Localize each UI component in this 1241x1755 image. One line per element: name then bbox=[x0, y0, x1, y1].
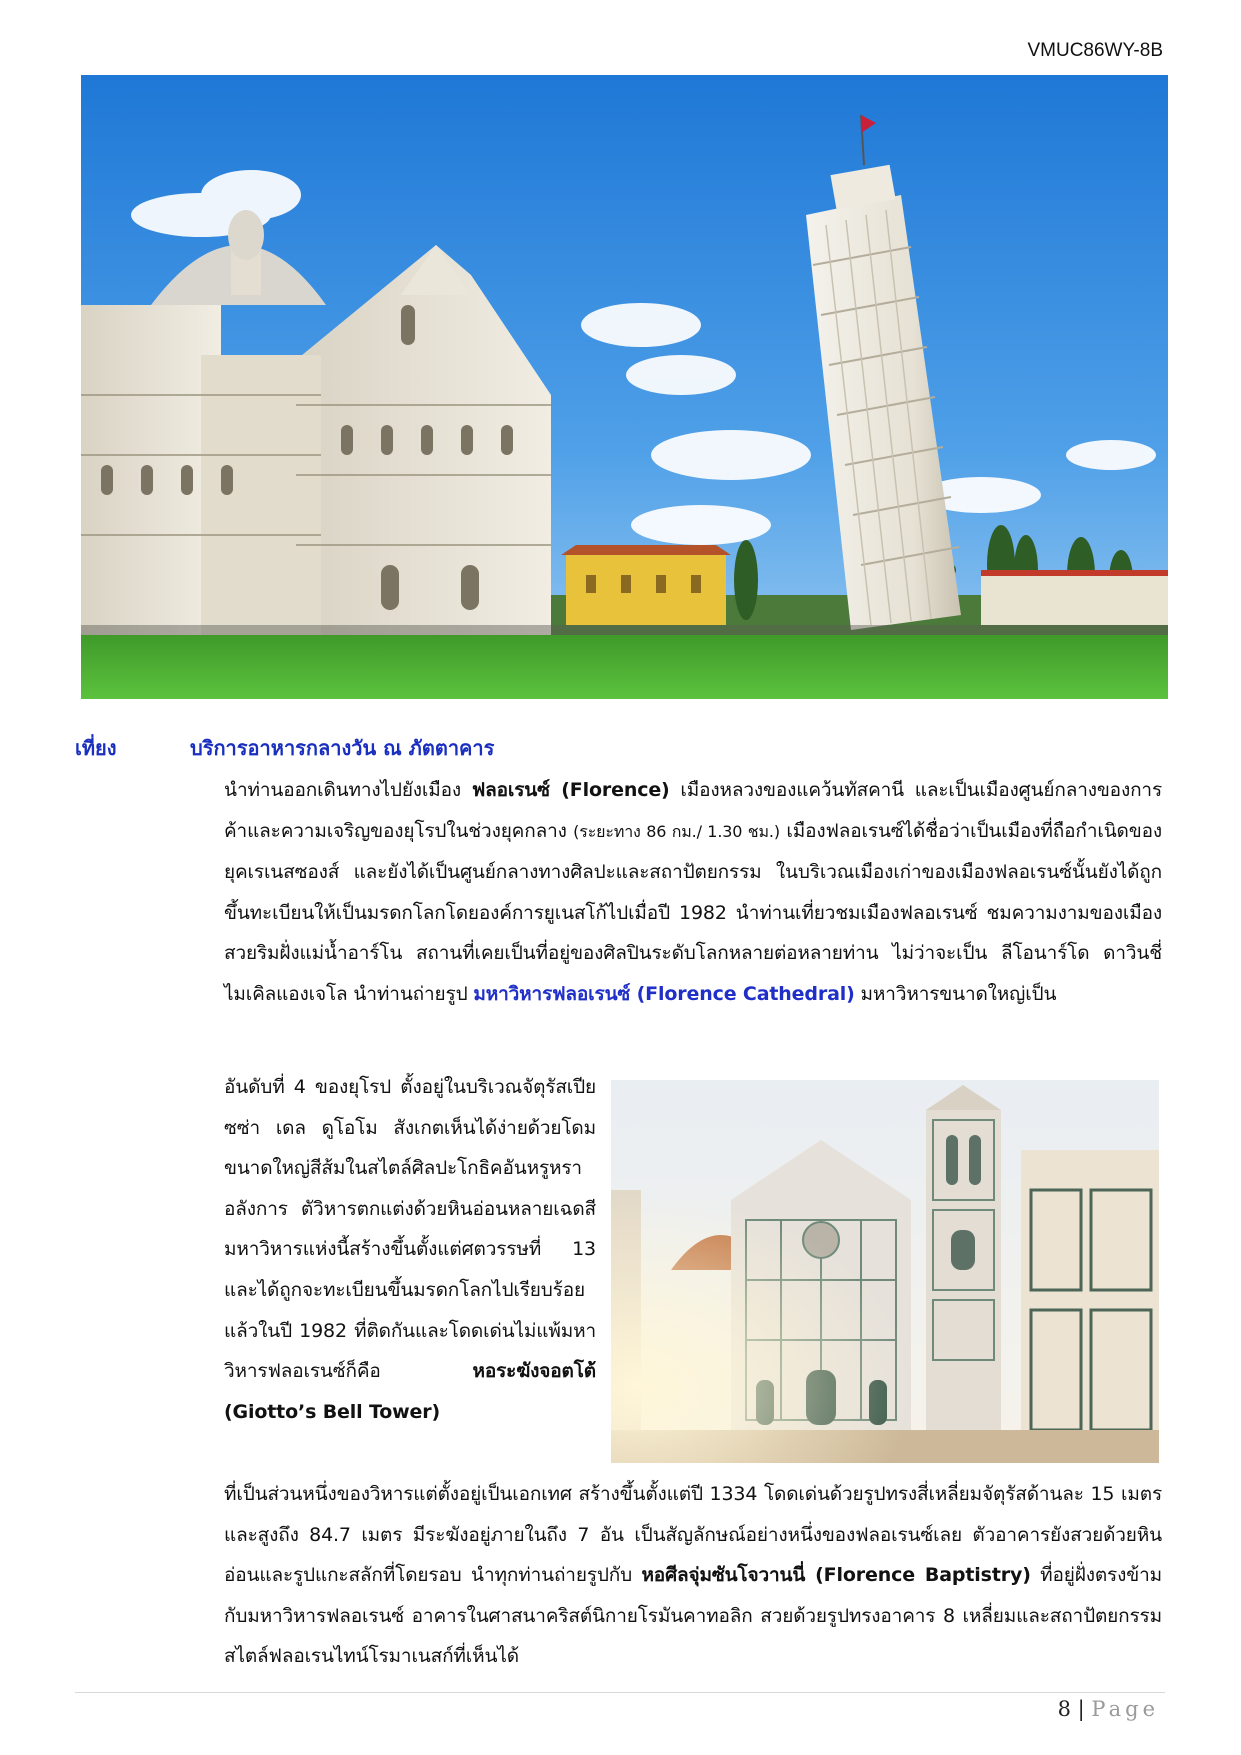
baptistry-name: หอศีลจุ่มซันโจวานนี่ (Florence Baptistry) bbox=[641, 1564, 1031, 1587]
page-label: Page bbox=[1091, 1697, 1159, 1721]
giotto-tower-name: หอระฆังจอตโต้ (Giotto’s Bell Tower) bbox=[224, 1360, 596, 1423]
paragraph-florence-intro: นำท่านออกเดินทางไปยังเมือง ฟลอเรนซ์ (Florence) เมืองหลวงของแคว้นทัสคานี และเป็นเมืองศูนย์กลางของการค้าและความเจริญของยุโรปในช่วงยุคกลาง (ระยะทาง 86 กม./ 1.30 ชม.) เมืองฟลอเรนซ์ได้ชื่อว่าเป็นเมืองที่ถือกำเนิดของยุคเรเนสซองส์ และยังได้เป็นศูนย์กลางทางศิลปะและสถาปัตยกรรม ในบริเวณเมืองเก่าของเมืองฟลอเรนซ์นั้นยังได้ถูกขึ้นทะเบียนให้เป็นมรดกโลกโดยองค์การยูเนสโก้ไปเมื่อปี 1982 นำท่านเที่ยวชมเมืองฟลอเรนซ์ ชมความงามของเมืองสวยริมฝั่งแม่น้ำอาร์โน สถานที่เคยเป็นที่อยู่ของศิลปินระดับโลกหลายต่อหลายท่าน ไม่ว่าจะเป็น ลีโอนาร์โด ดาวินชี่ ไมเคิลแองเจโล นำท่านถ่ายรูป มหาวิหารฟลอเรนซ์ (Florence Cathedral) มหาวิหารขนาดใหญ่เป็น bbox=[224, 779, 1162, 1005]
paragraph-baptistry: ที่เป็นส่วนหนึ่งของวิหารแต่ตั้งอยู่เป็นเอกเทศ สร้างขึ้นตั้งแต่ปี 1334 โดดเด่นด้วยรูปทรงสี่เหลี่ยมจัตุรัสด้านละ 15 เมตร และสูงถึง 84.7 เมตร มีระฆังอยู่ภายในถึง 7 อัน เป็นสัญลักษณ์อย่างหนึ่งของฟลอเรนซ์เลย ตัวอาคารยังสวยด้วยหินอ่อนและรูปแกะสลักที่โดยรอบ นำทุกท่านถ่ายรูปกับ หอศีลจุ่มซันโจวานนี่ (Florence Baptistry) ที่อยู่ฝั่งตรงข้ามกับมหาวิหารฟลอเรนซ์ อาคารในศาสนาคริสต์นิกายโรมันคาทอลิก สวยด้วยรูปทรงอาคาร 8 เหลี่ยมและสถาปัตยกรรมสไตล์ฟลอเรนไทน์โรมาเนสก์ที่เห็นได้ bbox=[224, 1483, 1162, 1668]
footer-divider bbox=[75, 1692, 1165, 1693]
document-code: VMUC86WY-8B bbox=[1027, 40, 1163, 61]
florence-name: ฟลอเรนซ์ (Florence) bbox=[471, 779, 670, 801]
schedule-time: เที่ยง bbox=[75, 736, 117, 760]
paragraph-cathedral: อันดับที่ 4 ของยุโรป ตั้งอยู่ในบริเวณจัตุรัสเปียซซ่า เดล ดูโอโม สังเกตเห็นได้ง่ายด้วยโดมขนาดใหญ่สีส้มในสไตล์ศิลปะโกธิคอันหรูหราอลังการ ตัวิหารตกแต่งด้วยหินอ่อนหลายเฉดสี มหาวิหารแห่งนี้สร้างขึ้นตั้งแต่ศตวรรษที่ 13 และได้ถูกจะทะเบียนขึ้นมรดกโลกไปเรียบร้อยแล้วในปี 1982 ที่ติดกันและโดดเด่นไม่แพ้มหาวิหารฟลอเรนซ์ก็คือ หอระฆังจอตโต้ (Giotto’s Bell Tower) bbox=[224, 1076, 596, 1423]
page-number bbox=[1058, 1697, 1159, 1721]
florence-cathedral-name: มหาวิหารฟลอเรนซ์ (Florence Cathedral) bbox=[473, 982, 855, 1005]
florence-cathedral-photo bbox=[611, 1080, 1159, 1463]
pisa-photo bbox=[81, 75, 1168, 699]
distance-note: (ระยะทาง 86 กม./ 1.30 ชม.) bbox=[573, 821, 780, 841]
page-number-value: 8 bbox=[1057, 1697, 1071, 1721]
page-separator: | bbox=[1077, 1697, 1085, 1721]
schedule-meal: บริการอาหารกลางวัน ณ ภัตตาคาร bbox=[190, 736, 495, 760]
